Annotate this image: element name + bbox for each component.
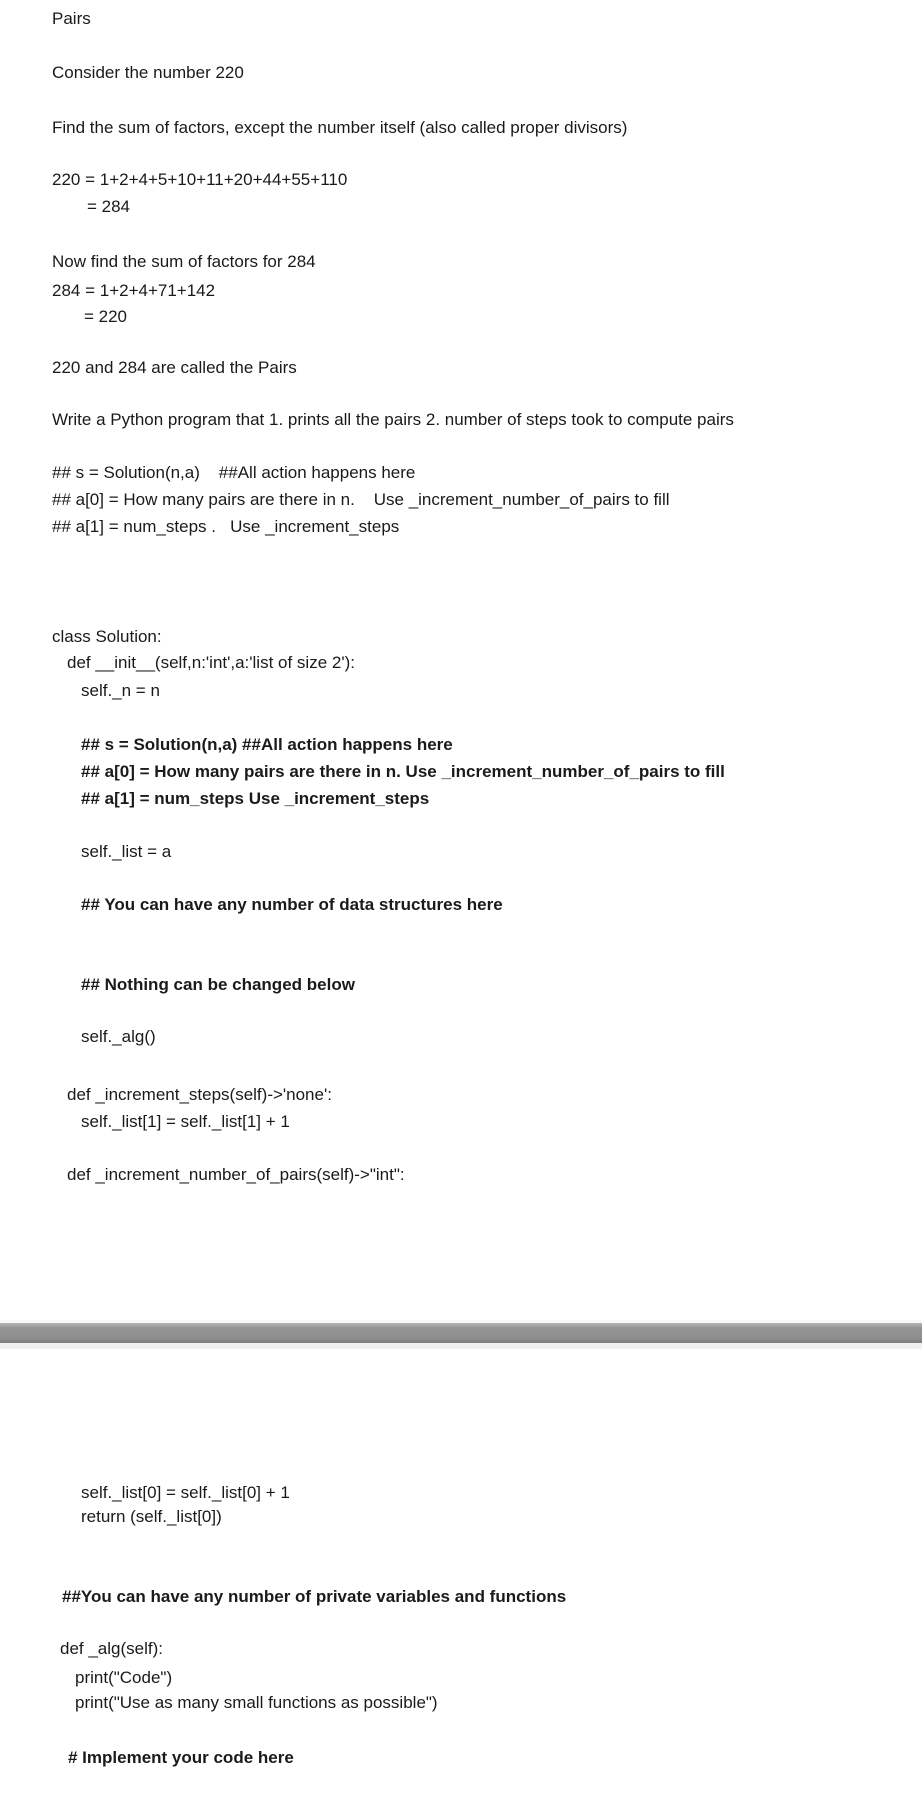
code-increment-pairs-return: return (self._list[0]) (81, 1507, 222, 1526)
code-print-code: print("Code") (75, 1668, 173, 1687)
code-comment-a1: ## a[1] = num_steps Use _increment_steps (81, 789, 430, 808)
code-comment-implement: # Implement your code here (68, 1748, 294, 1767)
api-comment-2: ## a[0] = How many pairs are there in n. Use _increment_number_of_pairs to fill (52, 490, 670, 509)
code-assign-list: self._list = a (81, 842, 172, 861)
code-comment-s: ## s = Solution(n,a) ##All action happens here (81, 735, 453, 754)
factors-220-line: 220 = 1+2+4+5+10+11+20+44+55+110 (52, 170, 348, 189)
code-comment-a0: ## a[0] = How many pairs are there in n. Use _increment_number_of_pairs to fill (81, 762, 725, 781)
code-increment-pairs-def: def _increment_number_of_pairs(self)->"int": (67, 1165, 405, 1184)
now-find-line: Now find the sum of factors for 284 (52, 252, 316, 271)
doc-title: Pairs (52, 9, 91, 28)
find-task-line: Find the sum of factors, except the number itself (also called proper divisors) (52, 118, 628, 137)
code-init-def: def __init__(self,n:'int',a:'list of size 2'): (67, 653, 355, 672)
program-task-line: Write a Python program that 1. prints all the pairs 2. number of steps took to compute pairs (52, 410, 734, 429)
code-class-decl: class Solution: (52, 627, 162, 646)
page-break-bottom-strip (0, 1343, 922, 1349)
page-break-divider (0, 1320, 922, 1349)
factors-220-sum-line: = 284 (87, 197, 131, 216)
api-comment-1: ## s = Solution(n,a) ##All action happens here (52, 463, 416, 482)
code-comment-nothing-below: ## Nothing can be changed below (81, 975, 355, 994)
pairs-definition-line: 220 and 284 are called the Pairs (52, 358, 297, 377)
code-call-alg: self._alg() (81, 1027, 156, 1046)
code-increment-pairs-assign: self._list[0] = self._list[0] + 1 (81, 1483, 290, 1502)
consider-line: Consider the number 220 (52, 63, 244, 82)
code-comment-private: ##You can have any number of private variables and functions (62, 1587, 567, 1606)
factors-284-line: 284 = 1+2+4+71+142 (52, 281, 216, 300)
code-alg-def: def _alg(self): (60, 1639, 163, 1658)
code-print-small-functions: print("Use as many small functions as possible") (75, 1693, 438, 1712)
page-break-bar (0, 1323, 922, 1343)
code-assign-n: self._n = n (81, 681, 160, 700)
api-comment-3: ## a[1] = num_steps . Use _increment_steps (52, 517, 400, 536)
code-increment-steps-def: def _increment_steps(self)->'none': (67, 1085, 332, 1104)
factors-284-sum-line: = 220 (84, 307, 128, 326)
code-increment-steps-body: self._list[1] = self._list[1] + 1 (81, 1112, 290, 1131)
code-comment-data-structures: ## You can have any number of data structures here (81, 895, 503, 914)
